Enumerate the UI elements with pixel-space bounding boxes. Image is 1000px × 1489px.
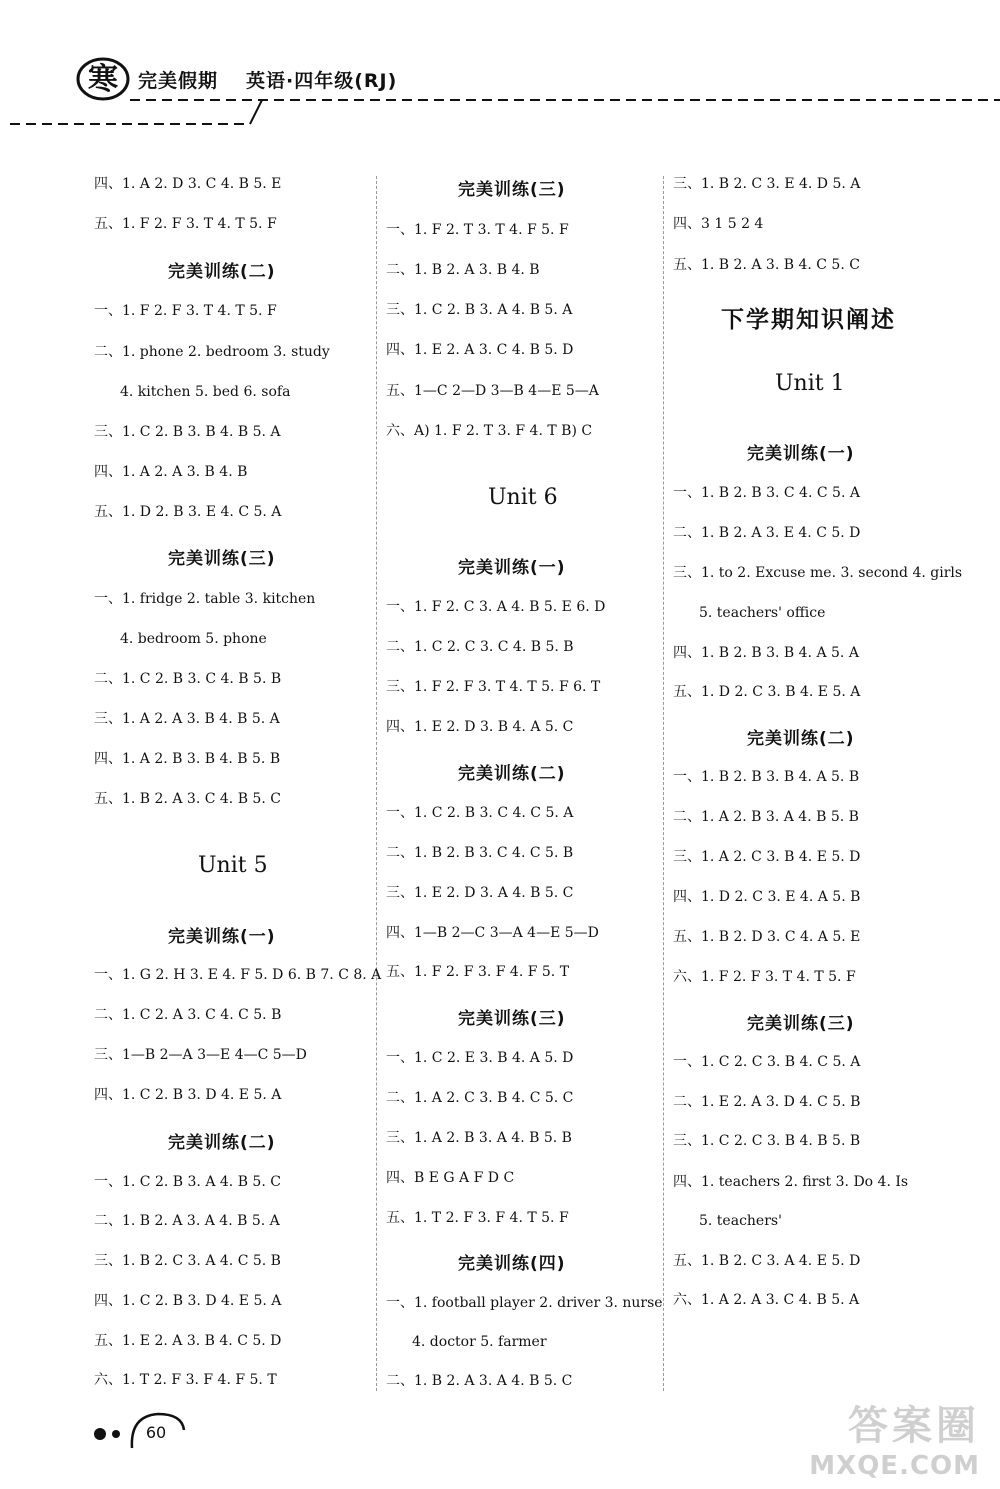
- answer-line: 四、1. A 2. B 3. B 4. B 5. B: [94, 751, 281, 767]
- answer-line: 二、1. B 2. A 3. A 4. B 5. C: [386, 1373, 573, 1389]
- answer-line: 五、1. E 2. A 3. B 4. C 5. D: [94, 1333, 282, 1349]
- answer-line: 一、1. F 2. F 3. T 4. T 5. F: [94, 303, 277, 319]
- answer-line: 四、3 1 5 2 4: [673, 216, 764, 232]
- unit-heading: Unit 1: [775, 371, 845, 396]
- answer-line: 三、1. C 2. B 3. A 4. B 5. A: [386, 302, 573, 318]
- section-heading: 完美训练(一): [458, 558, 566, 578]
- answer-line: 二、1. B 2. A 3. B 4. B: [386, 262, 540, 278]
- answer-line: 一、1. G 2. H 3. E 4. F 5. D 6. B 7. C 8. A: [94, 967, 382, 983]
- svg-text:60: 60: [145, 1423, 167, 1442]
- answer-line: 二、1. A 2. C 3. B 4. C 5. C: [386, 1090, 574, 1106]
- answer-line: 一、1. F 2. T 3. T 4. F 5. F: [386, 222, 569, 238]
- answer-line: 一、1. football player 2. driver 3. nurse: [386, 1295, 663, 1311]
- answer-line: 四、1. A 2. D 3. C 4. B 5. E: [94, 176, 282, 192]
- page-number-badge: [128, 1408, 188, 1452]
- part-heading: 下学期知识阐述: [721, 307, 896, 333]
- answer-line: 二、1. B 2. A 3. A 4. B 5. A: [94, 1213, 280, 1229]
- winter-logo-icon: [76, 56, 130, 102]
- answer-line: 一、1. fridge 2. table 3. kitchen: [94, 591, 316, 607]
- answer-line: 一、1. C 2. E 3. B 4. A 5. D: [386, 1050, 574, 1066]
- answer-line-continued: 4. kitchen 5. bed 6. sofa: [120, 384, 291, 400]
- section-heading: 完美训练(一): [168, 927, 276, 947]
- svg-text:寒: 寒: [88, 62, 118, 97]
- answer-line: 二、1. E 2. A 3. D 4. C 5. B: [673, 1094, 861, 1110]
- unit-heading: Unit 6: [488, 485, 558, 510]
- answer-line: 一、1. B 2. B 3. C 4. C 5. A: [673, 485, 860, 501]
- answer-line: 三、1—B 2—A 3—E 4—C 5—D: [94, 1047, 307, 1063]
- section-heading: 完美训练(二): [747, 729, 855, 749]
- answer-line: 三、1. A 2. A 3. B 4. B 5. A: [94, 711, 280, 727]
- section-heading: 完美训练(三): [458, 1009, 566, 1029]
- section-heading: 完美训练(二): [168, 262, 276, 282]
- answer-line: 五、1. F 2. F 3. T 4. T 5. F: [94, 216, 277, 232]
- answer-line: 一、1. C 2. B 3. A 4. B 5. C: [94, 1174, 281, 1190]
- answer-line: 六、A) 1. F 2. T 3. F 4. T B) C: [386, 423, 593, 439]
- answer-line: 一、1. F 2. C 3. A 4. B 5. E 6. D: [386, 599, 606, 615]
- subject-grade: 英语·四年级(RJ): [246, 70, 398, 92]
- answer-line: 四、1. E 2. A 3. C 4. B 5. D: [386, 342, 574, 358]
- answer-line: 四、1—B 2—C 3—A 4—E 5—D: [386, 925, 599, 941]
- section-heading: 完美训练(三): [747, 1014, 855, 1034]
- answer-line: 五、1—C 2—D 3—B 4—E 5—A: [386, 383, 599, 399]
- answer-line-continued: 5. teachers': [699, 1213, 782, 1229]
- answer-line: 四、1. A 2. A 3. B 4. B: [94, 464, 248, 480]
- answer-line: 一、1. C 2. C 3. B 4. C 5. A: [673, 1054, 861, 1070]
- answer-line: 三、1. B 2. C 3. A 4. C 5. B: [94, 1253, 281, 1269]
- answer-line: 三、1. A 2. C 3. B 4. E 5. D: [673, 849, 861, 865]
- answer-line: 三、1. C 2. B 3. B 4. B 5. A: [94, 424, 281, 440]
- watermark: [809, 1394, 980, 1481]
- answer-line: 三、1. C 2. C 3. B 4. B 5. B: [673, 1133, 861, 1149]
- section-heading: 完美训练(一): [747, 444, 855, 464]
- section-heading: 完美训练(三): [458, 180, 566, 200]
- answer-line: 三、1. A 2. B 3. A 4. B 5. B: [386, 1130, 572, 1146]
- answer-line: 二、1. phone 2. bedroom 3. study: [94, 344, 330, 360]
- answer-line: 一、1. C 2. B 3. C 4. C 5. A: [386, 805, 574, 821]
- section-heading: 完美训练(三): [168, 549, 276, 569]
- answer-line: 五、1. D 2. C 3. B 4. E 5. A: [673, 684, 861, 700]
- answer-line-continued: 5. teachers' office: [699, 605, 826, 621]
- answer-line: 二、1. A 2. B 3. A 4. B 5. B: [673, 809, 859, 825]
- column-divider: [663, 176, 664, 1391]
- answer-line: 五、1. B 2. A 3. B 4. C 5. C: [673, 257, 860, 273]
- answer-line: 二、1. B 2. A 3. E 4. C 5. D: [673, 525, 861, 541]
- answer-line: 四、1. teachers 2. first 3. Do 4. Is: [673, 1174, 909, 1190]
- section-heading: 完美训练(二): [458, 764, 566, 784]
- answer-line: 四、1. C 2. B 3. D 4. E 5. A: [94, 1087, 282, 1103]
- answer-line: 四、1. D 2. C 3. E 4. A 5. B: [673, 889, 861, 905]
- answer-line: 二、1. C 2. B 3. C 4. B 5. B: [94, 671, 282, 687]
- answer-line: 三、1. to 2. Excuse me. 3. second 4. girls: [673, 565, 963, 581]
- answer-line: 五、1. D 2. B 3. E 4. C 5. A: [94, 504, 282, 520]
- watermark-logo-text: 答案圈: [848, 1403, 980, 1449]
- answer-line: 五、1. F 2. F 3. F 4. F 5. T: [386, 964, 570, 980]
- header-title: [138, 66, 425, 93]
- answer-line: 四、1. E 2. D 3. B 4. A 5. C: [386, 719, 574, 735]
- answer-line: 三、1. F 2. F 3. T 4. T 5. F 6. T: [386, 679, 601, 695]
- answer-line: 四、1. C 2. B 3. D 4. E 5. A: [94, 1293, 282, 1309]
- series-name: 完美假期: [138, 70, 219, 92]
- section-heading: 完美训练(四): [458, 1254, 566, 1274]
- answer-line-continued: 4. doctor 5. farmer: [412, 1334, 547, 1350]
- column-divider: [376, 176, 377, 1391]
- answer-line: 五、1. B 2. D 3. C 4. A 5. E: [673, 929, 861, 945]
- answer-line: 二、1. C 2. C 3. C 4. B 5. B: [386, 639, 574, 655]
- answer-line: 四、B E G A F D C: [386, 1170, 515, 1186]
- answer-line: 五、1. B 2. C 3. A 4. E 5. D: [673, 1253, 861, 1269]
- answer-line: 六、1. A 2. A 3. C 4. B 5. A: [673, 1292, 860, 1308]
- answer-line: 二、1. C 2. A 3. C 4. C 5. B: [94, 1007, 282, 1023]
- answer-line-continued: 4. bedroom 5. phone: [120, 631, 267, 647]
- answer-line: 三、1. E 2. D 3. A 4. B 5. C: [386, 885, 574, 901]
- answer-line: 五、1. T 2. F 3. F 4. T 5. F: [386, 1210, 569, 1226]
- answer-line: 二、1. B 2. B 3. C 4. C 5. B: [386, 845, 574, 861]
- page-dots-icon: [92, 1424, 128, 1444]
- watermark-url: MXQE.COM: [809, 1451, 980, 1481]
- answer-line: 四、1. B 2. B 3. B 4. A 5. A: [673, 645, 859, 661]
- answer-line: 六、1. T 2. F 3. F 4. F 5. T: [94, 1372, 277, 1388]
- answer-line: 六、1. F 2. F 3. T 4. T 5. F: [673, 969, 856, 985]
- answer-line: 五、1. B 2. A 3. C 4. B 5. C: [94, 791, 281, 807]
- unit-heading: Unit 5: [198, 853, 268, 878]
- answer-line: 一、1. B 2. B 3. B 4. A 5. B: [673, 769, 860, 785]
- answer-line: 三、1. B 2. C 3. E 4. D 5. A: [673, 176, 861, 192]
- page-header: [0, 0, 1000, 140]
- section-heading: 完美训练(二): [168, 1133, 276, 1153]
